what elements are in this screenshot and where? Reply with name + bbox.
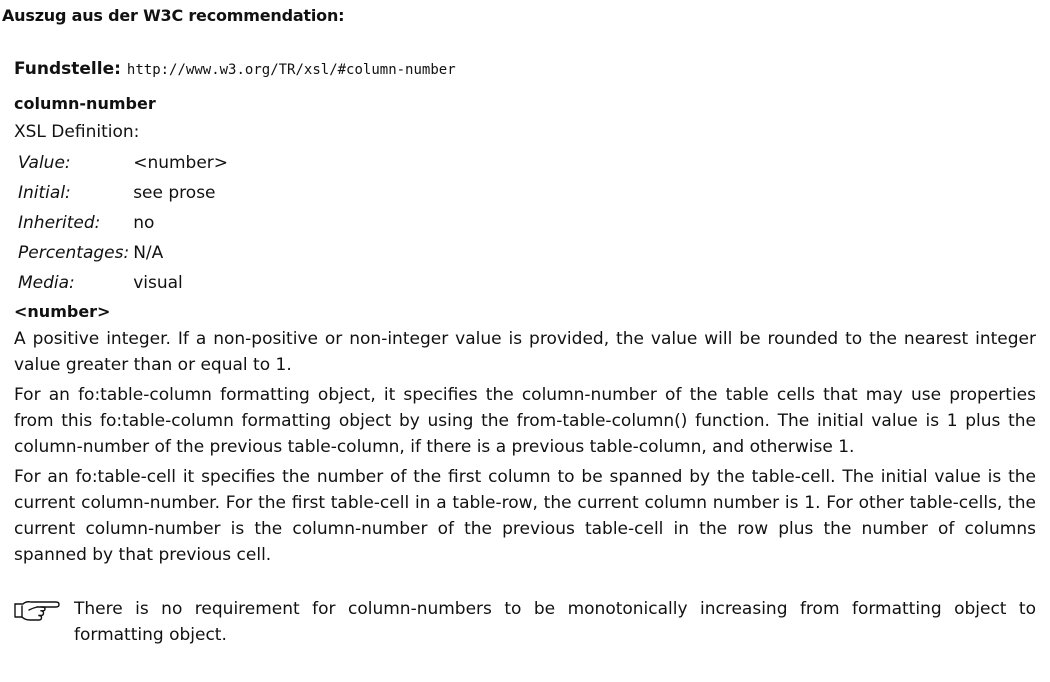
note xyxy=(14,596,1036,648)
description-paragraph: For an fo:table-column formatting object, it specifies the column-number of the table cells that may use properties from this fo:table-column formatting object by using the from-table-column() function. The initial value is 1 plus the column-number of the previous table-column, if there is a previous table-column, and otherwise 1. xyxy=(14,385,1036,457)
source-url: http://www.w3.org/TR/xsl/#column-number xyxy=(126,62,456,78)
page-heading: Auszug aus der W3C recommendation: xyxy=(2,6,345,25)
table-row xyxy=(16,268,230,298)
property-key: Value: xyxy=(18,153,71,173)
note-text: There is no requirement for column-numbers to be monotonically increasing from formatting object to formatting object. xyxy=(74,599,1036,645)
table-row xyxy=(16,238,230,268)
description-paragraph: A positive integer. If a non-positive or non-integer value is provided, the value will be rounded to the nearest integer value greater than or equal to 1. xyxy=(14,329,1036,375)
property-definition-table xyxy=(16,148,230,298)
table-row xyxy=(16,148,230,178)
source-reference xyxy=(14,59,1036,85)
table-row xyxy=(16,178,230,208)
property-value: visual xyxy=(133,273,183,293)
table-row xyxy=(16,208,230,238)
property-value: no xyxy=(133,213,155,233)
property-key: Inherited: xyxy=(18,213,101,233)
property-key: Initial: xyxy=(18,183,71,203)
definition-label: XSL Definition: xyxy=(14,122,140,142)
property-value: <number> xyxy=(133,153,229,173)
value-type-heading: <number> xyxy=(14,302,111,321)
property-key: Percentages: xyxy=(18,243,130,263)
property-value: N/A xyxy=(133,243,164,263)
property-key: Media: xyxy=(18,273,75,293)
pointing-hand-icon xyxy=(14,596,74,627)
recommendation-excerpt xyxy=(14,59,1036,648)
property-value: see prose xyxy=(133,183,216,203)
description-paragraph: For an fo:table-cell it specifies the number of the first column to be spanned by the table-cell. The initial value is the current column-number. For the first table-cell in a table-row, the current column number is 1. For other table-cells, the current column-number is the column-number of the previous table-cell in the row plus the number of columns spanned by that previous cell. xyxy=(14,467,1036,565)
source-label: Fundstelle: xyxy=(14,59,121,79)
property-name: column-number xyxy=(14,94,156,113)
